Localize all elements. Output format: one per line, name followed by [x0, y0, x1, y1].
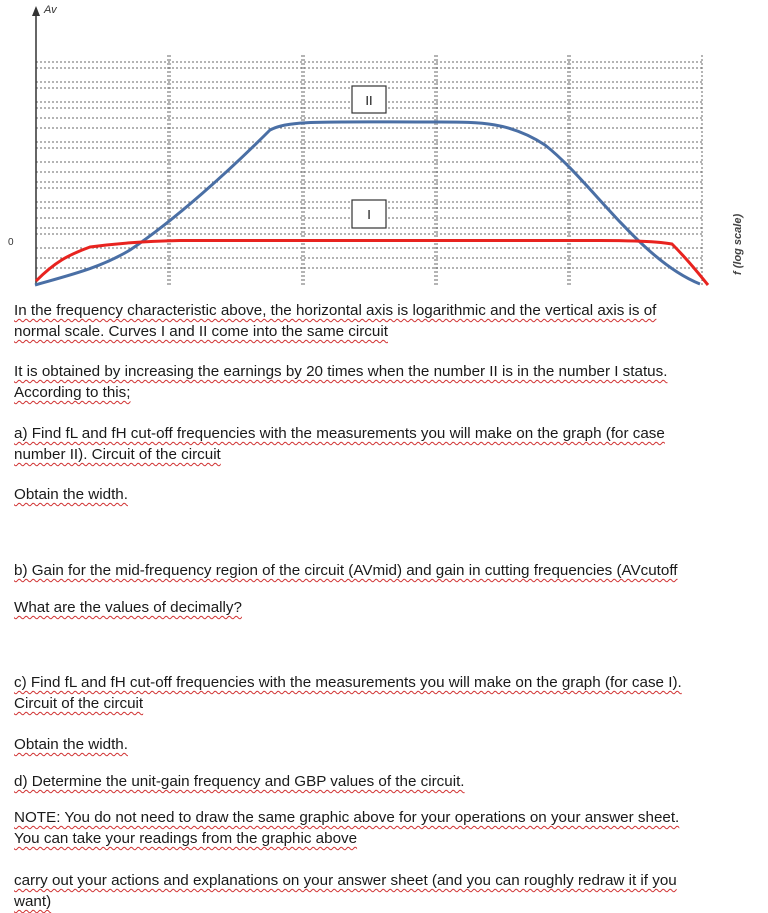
note-line-1: NOTE: You do not need to draw the same graphic above for your operations on your answer sheet.	[14, 809, 680, 826]
question-a-line-1: a) Find fL and fH cut-off frequencies with the measurements you will make on the graph (for case	[14, 425, 665, 442]
question-c-line-2: Circuit of the circuit	[14, 695, 144, 712]
question-b-line-2: What are the values of decimally?	[14, 599, 242, 616]
intro-line-1: In the frequency characteristic above, the horizontal axis is logarithmic and the vertical axis is of	[14, 302, 657, 319]
question-a-width	[14, 484, 759, 505]
series-ii-label: II	[365, 93, 373, 108]
question-a-line-2: number II). Circuit of the circuit	[14, 446, 221, 463]
gain-line-1: It is obtained by increasing the earnings by 20 times when the number II is in the number I status.	[14, 363, 668, 380]
gain-paragraph	[14, 361, 759, 403]
y-axis	[32, 6, 40, 285]
carry-line-2: want)	[14, 893, 52, 910]
gain-line-2: According to this;	[14, 384, 131, 401]
question-a	[14, 423, 759, 465]
question-b-line-1: b) Gain for the mid-frequency region of the circuit (AVmid) and gain in cutting frequencies (AVcutoff	[14, 562, 678, 579]
note-line-2: You can take your readings from the graphic above	[14, 830, 358, 847]
question-c-line-1: c) Find fL and fH cut-off frequencies with the measurements you will make on the graph (for case I).	[14, 674, 682, 691]
carry-out-paragraph	[14, 870, 759, 912]
question-c-line-3: Obtain the width.	[14, 736, 128, 753]
series-i-legend-box	[352, 200, 386, 228]
intro-line-2: normal scale. Curves I and II come into the same circuit	[14, 323, 388, 340]
y-axis-label: Av	[44, 4, 57, 16]
x-axis-label: f (log scale)	[732, 213, 744, 275]
question-b-values	[14, 597, 759, 618]
note-paragraph	[14, 807, 759, 849]
series-i-label: I	[367, 207, 371, 222]
question-d	[14, 771, 759, 792]
question-a-line-3: Obtain the width.	[14, 486, 128, 503]
y-zero-label: 0	[8, 237, 14, 248]
intro-paragraph	[14, 300, 759, 342]
grid-vertical-lines	[168, 55, 702, 285]
carry-line-1: carry out your actions and explanations on your answer sheet (and you can roughly redraw it if you	[14, 872, 677, 889]
question-c	[14, 672, 759, 714]
question-b	[14, 560, 759, 581]
question-d-line-1: d) Determine the unit-gain frequency and GBP values of the circuit.	[14, 773, 465, 790]
question-c-width	[14, 734, 759, 755]
frequency-characteristic-chart	[0, 0, 768, 300]
series-ii-legend-box	[352, 86, 386, 113]
